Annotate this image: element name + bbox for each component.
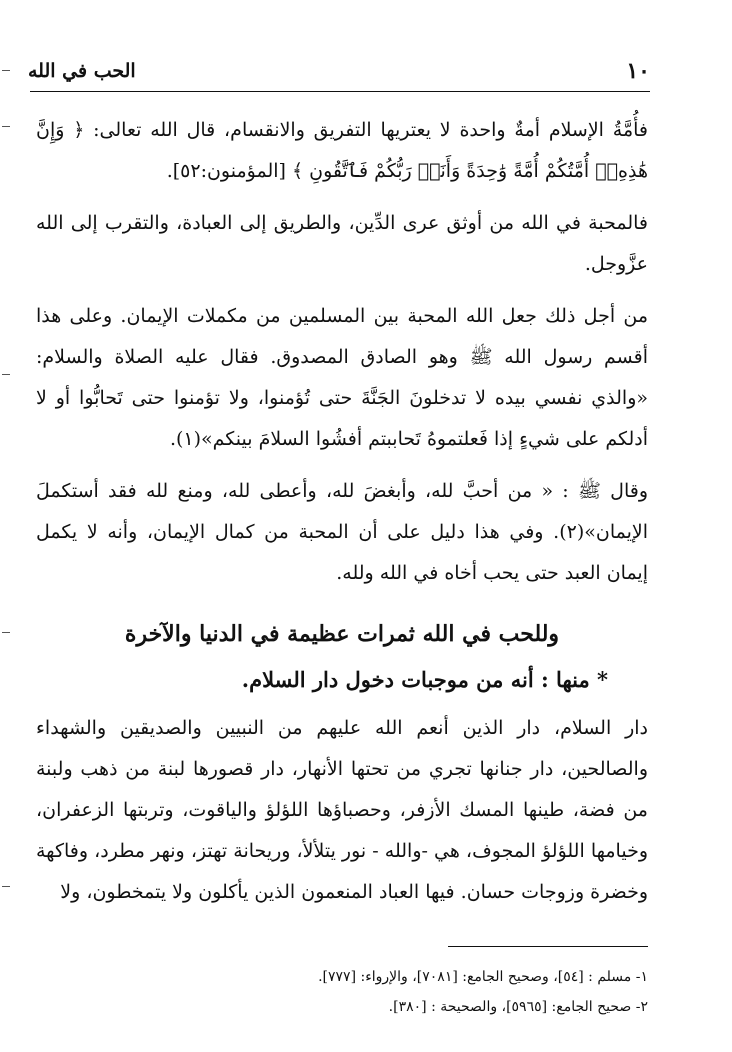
header-divider: [30, 91, 650, 92]
page-header: [28, 58, 650, 88]
paragraph-4: وقال ﷺ : « من أحبَّ لله، وأبغضَ لله، وأعطى لله، ومنع لله فقد أستكملَ الإيمان»(٢). وفي هذا دليل على أن المحبة من كمال الإيمان، وأنه لا يكمل إيمان العبد حتى يحب أخاه في الله ولله.: [36, 480, 648, 584]
paragraph-5: دار السلام، دار الذين أنعم الله عليهم من النبيين والصديقين والشهداء والصالحين، دار جنانها تجري من تحتها الأنهار، دار قصورها لبنة من ذهب ولبنة من فضة، طينها المسك الأزفر، وحصباؤها اللؤلؤ والياقوت، وتربتها الزعفران، وخيامها اللؤلؤ المجوف، هي -والله - نور يتلألأ، وريحانة تهتز، ونهر مطرد، وفاكهة وخضرة وزوجات حسان. فيها العباد المنعمون الذين يأكلون ولا يتمخطون، ولا: [36, 717, 648, 903]
running-title: الحب في الله: [28, 60, 136, 82]
footnote-1: ١- مسلم : [٥٤]، وصحيح الجامع: [٧٠٨١]، والإرواء: [٧٧٧].: [318, 969, 648, 985]
footnotes: [36, 962, 648, 1022]
margin-mark: [2, 632, 10, 633]
footnote-2: ٢- صحيح الجامع: [٥٩٦٥]، والصحيحة : [٣٨٠].: [388, 999, 648, 1015]
margin-mark: [2, 126, 10, 127]
main-text: [36, 110, 648, 924]
page-number: ١٠: [626, 58, 650, 84]
margin-mark: [2, 886, 10, 887]
paragraph-2: فالمحبة في الله من أوثق عرى الدِّين، والطريق إلى العبادة، والتقرب إلى الله عزَّوجل.: [36, 212, 648, 275]
sub-heading: * منها : أنه من موجبات دخول دار السلام.: [241, 667, 608, 692]
footnote-divider: [448, 946, 648, 947]
margin-mark: [2, 70, 10, 71]
section-heading: وللحب في الله ثمرات عظيمة في الدنيا والآخرة: [124, 621, 560, 647]
paragraph-1: فأُمَّةُ الإسلام أمةٌ واحدة لا يعتريها التفريق والانقسام، قال الله تعالى: ﴿ وَإِنَّ هَٰذِهِۦٓ أُمَّتُكُمْ أُمَّةً وَٰحِدَةً وَأَنَا۠ رَبُّكُمْ فَٱتَّقُونِ ﴾ [المؤمنون:٥٢].: [36, 119, 648, 182]
paragraph-3: من أجل ذلك جعل الله المحبة بين المسلمين من مكملات الإيمان. وعلى هذا أقسم رسول الله ﷺ وهو الصادق المصدوق. فقال عليه الصلاة والسلام: «والذي نفسي بيده لا تدخلونَ الجَنَّةَ حتى تُؤمنوا، ولا تؤمنوا حتى تَحابُّوا أو لا أدلكم على شيءٍ إذا فَعلتموهُ تَحاببتم أفشُوا السلامَ بينكم»(١).: [36, 305, 648, 450]
margin-mark: [2, 374, 10, 375]
